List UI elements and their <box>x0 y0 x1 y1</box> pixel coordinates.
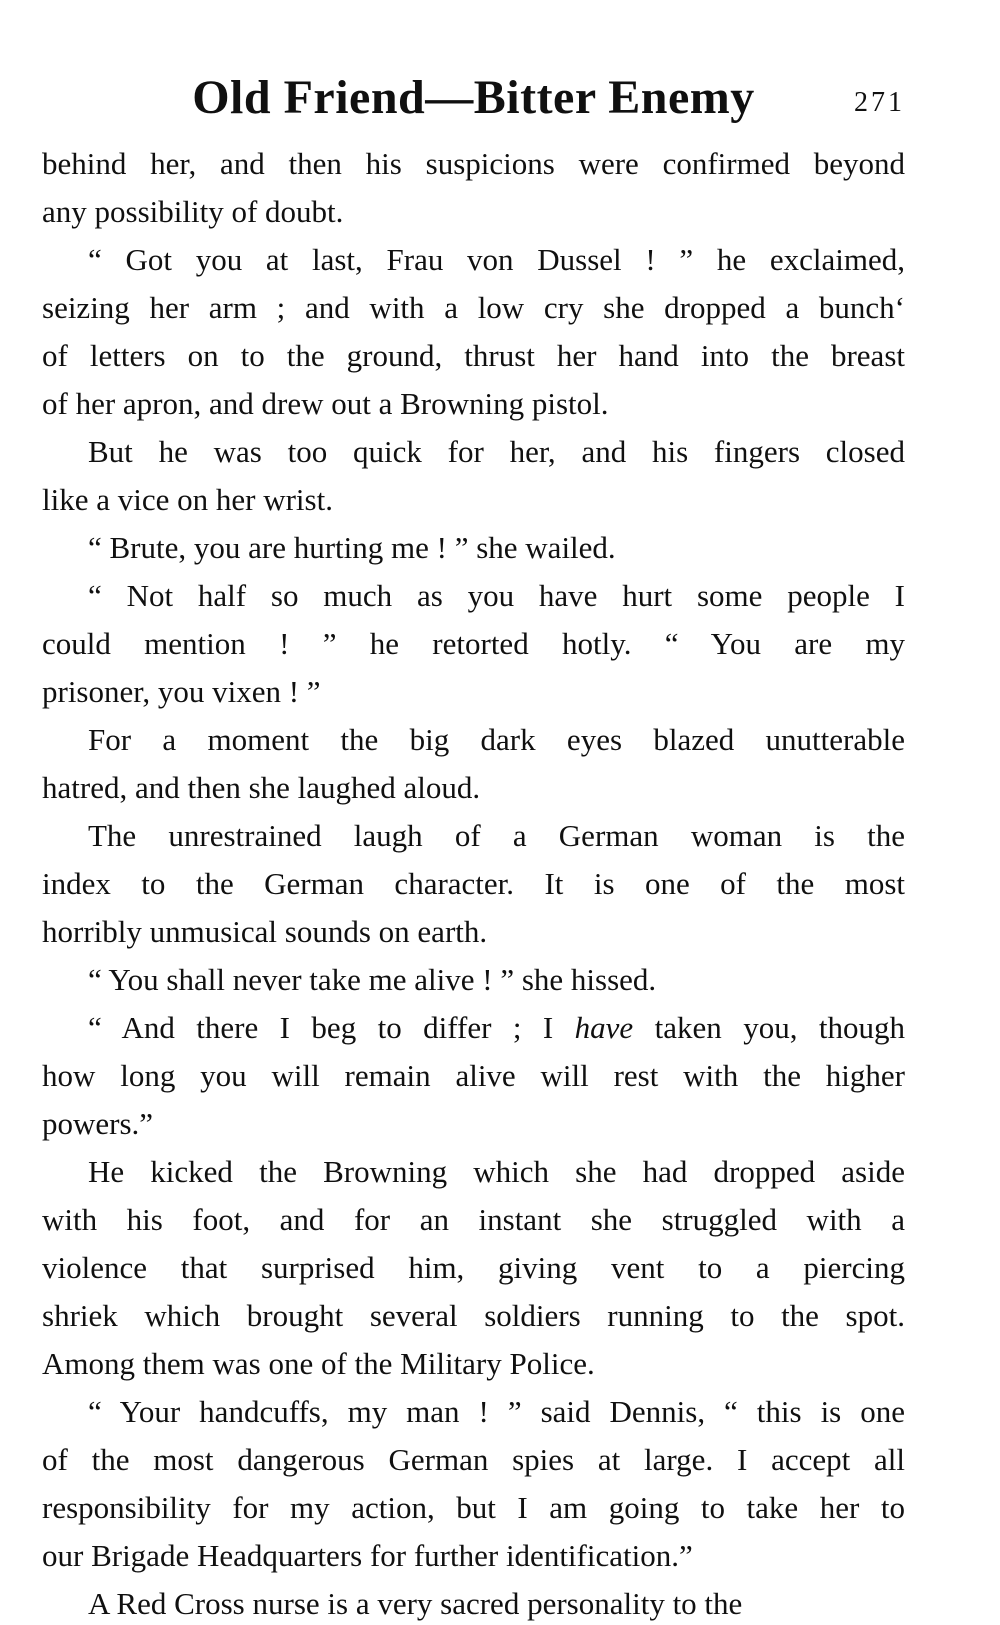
text-segment: violence that surprised him, giving vent to a piercing <box>42 1250 905 1285</box>
text-segment: of letters on to the ground, thrust her hand into the breast <box>42 338 905 373</box>
text-line <box>42 1292 905 1340</box>
text-segment: A Red Cross nurse is a very sacred personality to the <box>88 1586 743 1621</box>
text-line <box>42 1340 905 1388</box>
text-segment: “ And there I beg to differ ; I <box>88 1010 575 1045</box>
text-segment: For a moment the big dark eyes blazed unutterable <box>88 722 905 757</box>
text-line <box>42 1388 905 1436</box>
paragraph <box>42 572 905 716</box>
paragraph <box>42 140 905 236</box>
text-line <box>42 1004 905 1052</box>
text-segment: prisoner, you vixen ! ” <box>42 674 321 709</box>
text-line <box>42 1532 905 1580</box>
text-line <box>42 476 905 524</box>
paragraph <box>42 236 905 428</box>
text-segment: behind her, and then his suspicions were confirmed beyond <box>42 146 905 181</box>
text-line <box>42 524 905 572</box>
text-segment: of the most dangerous German spies at large. I accept all <box>42 1442 905 1477</box>
text-line <box>42 332 905 380</box>
text-segment: of her apron, and drew out a Browning pistol. <box>42 386 609 421</box>
text-line <box>42 188 905 236</box>
text-line <box>42 284 905 332</box>
text-line <box>42 764 905 812</box>
page-title: Old Friend—Bitter Enemy <box>192 71 755 124</box>
text-line <box>42 620 905 668</box>
paragraph <box>42 812 905 956</box>
text-segment: “ Your handcuffs, my man ! ” said Dennis, “ this is one <box>88 1394 905 1429</box>
text-line <box>42 140 905 188</box>
paragraph <box>42 956 905 1004</box>
text-line <box>42 1244 905 1292</box>
text-segment: like a vice on her wrist. <box>42 482 333 517</box>
text-segment: hatred, and then she laughed aloud. <box>42 770 481 805</box>
text-line <box>42 1148 905 1196</box>
paragraph <box>42 524 905 572</box>
text-line <box>42 716 905 764</box>
paragraph <box>42 428 905 524</box>
text-segment: horribly unmusical sounds on earth. <box>42 914 488 949</box>
text-line <box>42 956 905 1004</box>
paragraph <box>42 716 905 812</box>
text-line <box>42 812 905 860</box>
text-segment: “ Not half so much as you have hurt some people I <box>88 578 905 613</box>
text-segment: He kicked the Browning which she had dropped aside <box>88 1154 905 1189</box>
paragraph <box>42 1148 905 1388</box>
paragraph <box>42 1004 905 1148</box>
text-segment: with his foot, and for an instant she struggled with a <box>42 1202 905 1237</box>
text-line <box>42 1436 905 1484</box>
text-line <box>42 1580 905 1625</box>
text-segment: powers.” <box>42 1106 154 1141</box>
text-segment: “ Brute, you are hurting me ! ” she wailed. <box>88 530 616 565</box>
text-line <box>42 908 905 956</box>
text-line <box>42 236 905 284</box>
text-line <box>42 1052 905 1100</box>
text-segment: any possibility of doubt. <box>42 194 344 229</box>
text-segment: Among them was one of the Military Police. <box>42 1346 595 1381</box>
paragraph <box>42 1580 905 1625</box>
text-line <box>42 860 905 908</box>
text-segment: could mention ! ” he retorted hotly. “ You are my <box>42 626 905 661</box>
text-line <box>42 428 905 476</box>
text-segment: our Brigade Headquarters for further identification.” <box>42 1538 693 1573</box>
text-segment: “ You shall never take me alive ! ” she hissed. <box>88 962 657 997</box>
page-number: 271 <box>854 87 905 118</box>
text-line <box>42 668 905 716</box>
text-line <box>42 1100 905 1148</box>
text-segment: taken you, though <box>633 1010 905 1045</box>
italic-text-segment: have <box>574 1010 634 1045</box>
page-header <box>42 72 905 124</box>
text-segment: The unrestrained laugh of a German woman is the <box>88 818 905 853</box>
text-line <box>42 572 905 620</box>
text-segment: shriek which brought several soldiers running to the spot. <box>42 1298 905 1333</box>
text-segment: seizing her arm ; and with a low cry she dropped a bunch‘ <box>42 290 905 325</box>
text-line <box>42 1196 905 1244</box>
text-segment: index to the German character. It is one of the most <box>42 866 905 901</box>
text-line <box>42 380 905 428</box>
text-segment: But he was too quick for her, and his fingers closed <box>88 434 905 469</box>
paragraph <box>42 1388 905 1580</box>
text-segment: responsibility for my action, but I am going to take her to <box>42 1490 905 1525</box>
text-segment: “ Got you at last, Frau von Dussel ! ” he exclaimed, <box>88 242 905 277</box>
page-body <box>42 140 905 1625</box>
text-line <box>42 1484 905 1532</box>
text-segment: how long you will remain alive will rest with the higher <box>42 1058 905 1093</box>
